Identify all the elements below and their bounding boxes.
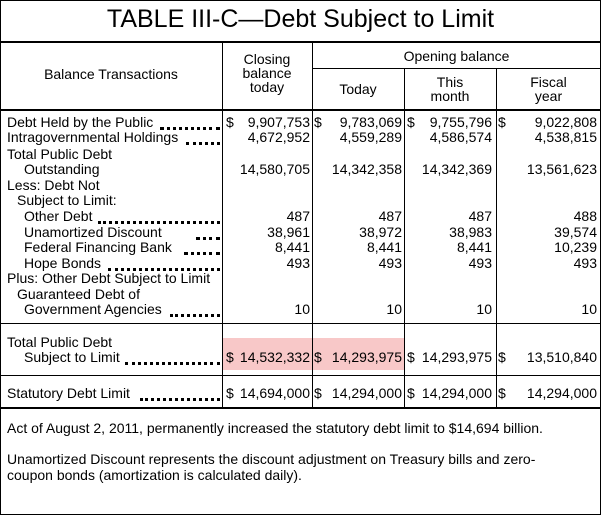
cell-hope-today: 493 xyxy=(378,255,402,271)
leader-dots xyxy=(125,359,220,365)
row-label-subject: Subject to Limit: xyxy=(17,192,117,208)
row-label-ffb: Federal Financing Bank xyxy=(24,239,172,255)
cell-unamortized-closing: 38,961 xyxy=(267,224,310,240)
col-divider-3 xyxy=(404,68,405,407)
dollar-sign: $ xyxy=(498,114,506,130)
row-label-less: Less: Debt Not xyxy=(7,177,100,193)
section-divider-2 xyxy=(0,375,601,376)
cell-ffb-fiscal: 10,239 xyxy=(554,239,597,255)
note-unamortized-line1: Unamortized Discount represents the discount adjustment on Treasury bills and zero- xyxy=(7,451,536,467)
row-label-subject-to-limit: Subject to Limit xyxy=(24,349,120,365)
row-label-other-debt: Other Debt xyxy=(24,208,93,224)
cell-outstanding-closing: 14,580,705 xyxy=(239,161,310,177)
dollar-sign: $ xyxy=(498,349,506,365)
cell-hope-month: 493 xyxy=(468,255,492,271)
row-label-total-subject: Total Public Debt xyxy=(7,334,113,350)
cell-hope-closing: 493 xyxy=(286,255,310,271)
opening-group-divider xyxy=(312,68,601,69)
dollar-sign: $ xyxy=(498,385,506,401)
cell-ffb-today: 8,441 xyxy=(366,239,402,255)
cell-subject-fiscal: 13,510,840 xyxy=(526,349,597,365)
dollar-sign: $ xyxy=(407,114,415,130)
table-title: TABLE III-C—Debt Subject to Limit xyxy=(106,5,495,33)
header-divider xyxy=(0,109,601,111)
cell-other-month: 487 xyxy=(468,208,492,224)
row-label-outstanding: Outstanding xyxy=(24,161,100,177)
cell-statutory-fiscal: 14,294,000 xyxy=(526,385,597,401)
cell-guaranteed-today: 10 xyxy=(386,301,402,317)
leader-dots xyxy=(140,395,220,401)
note-unamortized-line2: coupon bonds (amortization is calculated daily). xyxy=(7,467,302,483)
cell-ffb-closing: 8,441 xyxy=(274,239,310,255)
dollar-sign: $ xyxy=(407,349,415,365)
dollar-sign: $ xyxy=(226,349,234,365)
row-label-intragov: Intragovernmental Holdings xyxy=(7,129,179,145)
dollar-sign: $ xyxy=(226,385,234,401)
cell-intragov-month: 4,586,574 xyxy=(429,129,492,145)
row-label-gov-agencies: Government Agencies xyxy=(24,301,162,317)
title-divider xyxy=(0,41,601,43)
leader-dots xyxy=(186,139,220,145)
header-today: Today xyxy=(339,81,377,97)
cell-other-fiscal: 488 xyxy=(573,208,597,224)
note-act: Act of August 2, 2011, permanently increased the statutory debt limit to $14,694 billion. xyxy=(7,420,543,436)
row-label-statutory: Statutory Debt Limit xyxy=(7,385,130,401)
row-label-unamortized: Unamortized Discount xyxy=(24,224,162,240)
cell-statutory-today: 14,294,000 xyxy=(331,385,402,401)
cell-intragov-closing: 4,672,952 xyxy=(247,129,310,145)
row-label-plus: Plus: Other Debt Subject to Limit xyxy=(7,270,211,286)
header-this-month: This month xyxy=(430,74,470,104)
cell-public-closing: 9,907,753 xyxy=(247,114,310,130)
dollar-sign: $ xyxy=(314,114,322,130)
cell-public-today: 9,783,069 xyxy=(339,114,402,130)
row-label-public: Debt Held by the Public xyxy=(7,114,154,130)
cell-intragov-fiscal: 4,538,815 xyxy=(534,129,597,145)
cell-guaranteed-closing: 10 xyxy=(294,301,310,317)
cell-intragov-today: 4,559,289 xyxy=(339,129,402,145)
header-fiscal-year: Fiscal year xyxy=(530,74,567,104)
dollar-sign: $ xyxy=(314,385,322,401)
cell-ffb-month: 8,441 xyxy=(456,239,492,255)
table-bottom-divider xyxy=(0,407,601,409)
cell-subject-month: 14,293,975 xyxy=(421,349,492,365)
dollar-sign: $ xyxy=(407,385,415,401)
leader-dots xyxy=(184,249,220,255)
dollar-sign: $ xyxy=(226,114,234,130)
cell-public-month: 9,755,796 xyxy=(429,114,492,130)
leader-dots xyxy=(170,311,220,317)
cell-unamortized-today: 38,972 xyxy=(359,224,402,240)
col-divider-4 xyxy=(496,68,497,407)
cell-other-closing: 487 xyxy=(286,208,310,224)
header-opening-balance: Opening balance xyxy=(403,48,510,64)
cell-guaranteed-fiscal: 10 xyxy=(581,301,597,317)
row-label-hope: Hope Bonds xyxy=(24,255,102,271)
cell-unamortized-fiscal: 39,574 xyxy=(554,224,597,240)
cell-outstanding-month: 14,342,369 xyxy=(421,161,492,177)
section-divider-1 xyxy=(0,323,601,324)
cell-outstanding-today: 14,342,358 xyxy=(331,161,402,177)
leader-dots xyxy=(196,234,220,240)
dollar-sign: $ xyxy=(314,349,322,365)
cell-outstanding-fiscal: 13,561,623 xyxy=(526,161,597,177)
cell-public-fiscal: 9,022,808 xyxy=(534,114,597,130)
row-label-guaranteed: Guaranteed Debt of xyxy=(17,286,140,302)
cell-unamortized-month: 38,983 xyxy=(449,224,492,240)
cell-hope-fiscal: 493 xyxy=(573,255,597,271)
header-balance-transactions: Balance Transactions xyxy=(44,66,178,82)
row-label-total-public-debt: Total Public Debt xyxy=(7,146,113,162)
cell-statutory-closing: 14,694,000 xyxy=(239,385,310,401)
cell-statutory-month: 14,294,000 xyxy=(421,385,492,401)
header-closing-balance: Closing balance today xyxy=(242,51,292,95)
cell-subject-today: 14,293,975 xyxy=(331,349,402,365)
cell-guaranteed-month: 10 xyxy=(476,301,492,317)
cell-other-today: 487 xyxy=(378,208,402,224)
cell-subject-closing: 14,532,332 xyxy=(239,349,310,365)
